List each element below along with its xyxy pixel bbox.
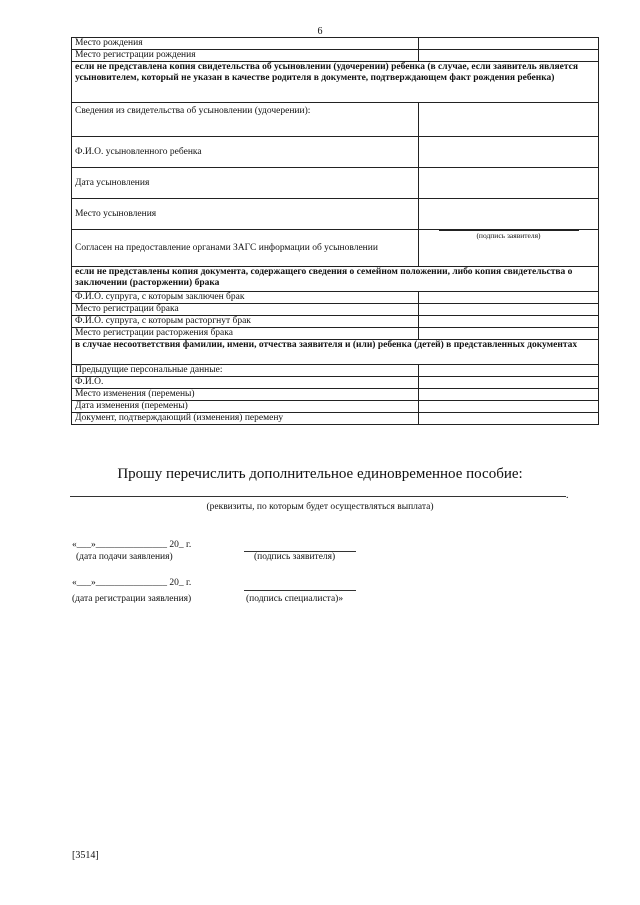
payment-details-caption: (реквизиты, по которым будет осуществляться выплата) xyxy=(206,502,434,512)
applicant-signature-caption-bottom: (подпись заявителя) xyxy=(254,552,336,562)
registration-date-caption: (дата регистрации заявления) xyxy=(72,594,192,604)
previous-data-field[interactable] xyxy=(419,365,599,377)
payment-request-text: Прошу перечислить дополнительное единовременное пособие: xyxy=(117,466,523,482)
mismatch-note: в случае несоответствия фамилии, имени, отчества заявителя и (или) ребенка (детей) в представленных документах xyxy=(72,340,599,365)
previous-data-label: Предыдущие персональные данные: xyxy=(72,365,419,377)
adoption-info-field[interactable] xyxy=(419,103,599,137)
adoption-info-label: Сведения из свидетельства об усыновлении (удочерении): xyxy=(72,103,419,137)
change-date-field[interactable] xyxy=(419,401,599,413)
payment-details-dot: . xyxy=(566,490,569,501)
change-place-field[interactable] xyxy=(419,389,599,401)
fio-label: Ф.И.О. xyxy=(72,377,419,389)
change-date-label: Дата изменения (перемены) xyxy=(72,401,419,413)
page-number: 6 xyxy=(317,26,323,37)
change-place-label: Место изменения (перемены) xyxy=(72,389,419,401)
submission-date-field[interactable]: «___»_______________ 20_ г. xyxy=(72,540,192,550)
registration-date-field[interactable]: «___»_______________ 20_ г. xyxy=(72,578,192,588)
registration-place-label: Место регистрации рождения xyxy=(72,50,419,62)
marital-note: если не представлены копия документа, содержащего сведения о семейном положении, либо копия свидетельства о заключении (расторжении) брака xyxy=(72,267,599,292)
zags-consent-label: Согласен на предоставление органами ЗАГС информации об усыновлении xyxy=(72,230,419,267)
payment-details-field[interactable] xyxy=(70,496,566,497)
applicant-signature-caption: (подпись заявителя) xyxy=(476,231,541,240)
spouse-divorced-label: Ф.И.О. супруга, с которым расторгнут брак xyxy=(72,316,419,328)
spouse-married-label: Ф.И.О. супруга, с которым заключен брак xyxy=(72,292,419,304)
adopted-child-name-field[interactable] xyxy=(419,137,599,168)
adoption-place-label: Место усыновления xyxy=(72,199,419,230)
change-document-label: Документ, подтверждающий (изменения) перемену xyxy=(72,413,419,425)
change-document-field[interactable] xyxy=(419,413,599,425)
birth-place-label: Место рождения xyxy=(72,38,419,50)
submission-date-caption: (дата подачи заявления) xyxy=(76,552,173,562)
adoption-place-field[interactable] xyxy=(419,199,599,230)
adoption-note: если не представлена копия свидетельства об усыновлении (удочерении) ребенка (в случае, если заявитель является усыновителем, который не указан в качестве родителя в документе, подтверждающем факт рождения ребенка) xyxy=(72,62,599,103)
adopted-child-name-label: Ф.И.О. усыновленного ребенка xyxy=(72,137,419,168)
registration-place-field[interactable] xyxy=(419,50,599,62)
fio-field[interactable] xyxy=(419,377,599,389)
spouse-divorced-field[interactable] xyxy=(419,316,599,328)
birth-place-field[interactable] xyxy=(419,38,599,50)
marriage-registration-label: Место регистрации брака xyxy=(72,304,419,316)
divorce-registration-field[interactable] xyxy=(419,328,599,340)
adoption-date-field[interactable] xyxy=(419,168,599,199)
specialist-signature-caption: (подпись специалиста)» xyxy=(246,594,344,604)
zags-consent-signature[interactable] xyxy=(419,230,599,267)
footer-code: [3514] xyxy=(72,850,99,861)
marriage-registration-field[interactable] xyxy=(419,304,599,316)
adoption-date-label: Дата усыновления xyxy=(72,168,419,199)
specialist-signature-field[interactable] xyxy=(244,590,356,591)
divorce-registration-label: Место регистрации расторжения брака xyxy=(72,328,419,340)
spouse-married-field[interactable] xyxy=(419,292,599,304)
application-form-table xyxy=(71,37,599,425)
